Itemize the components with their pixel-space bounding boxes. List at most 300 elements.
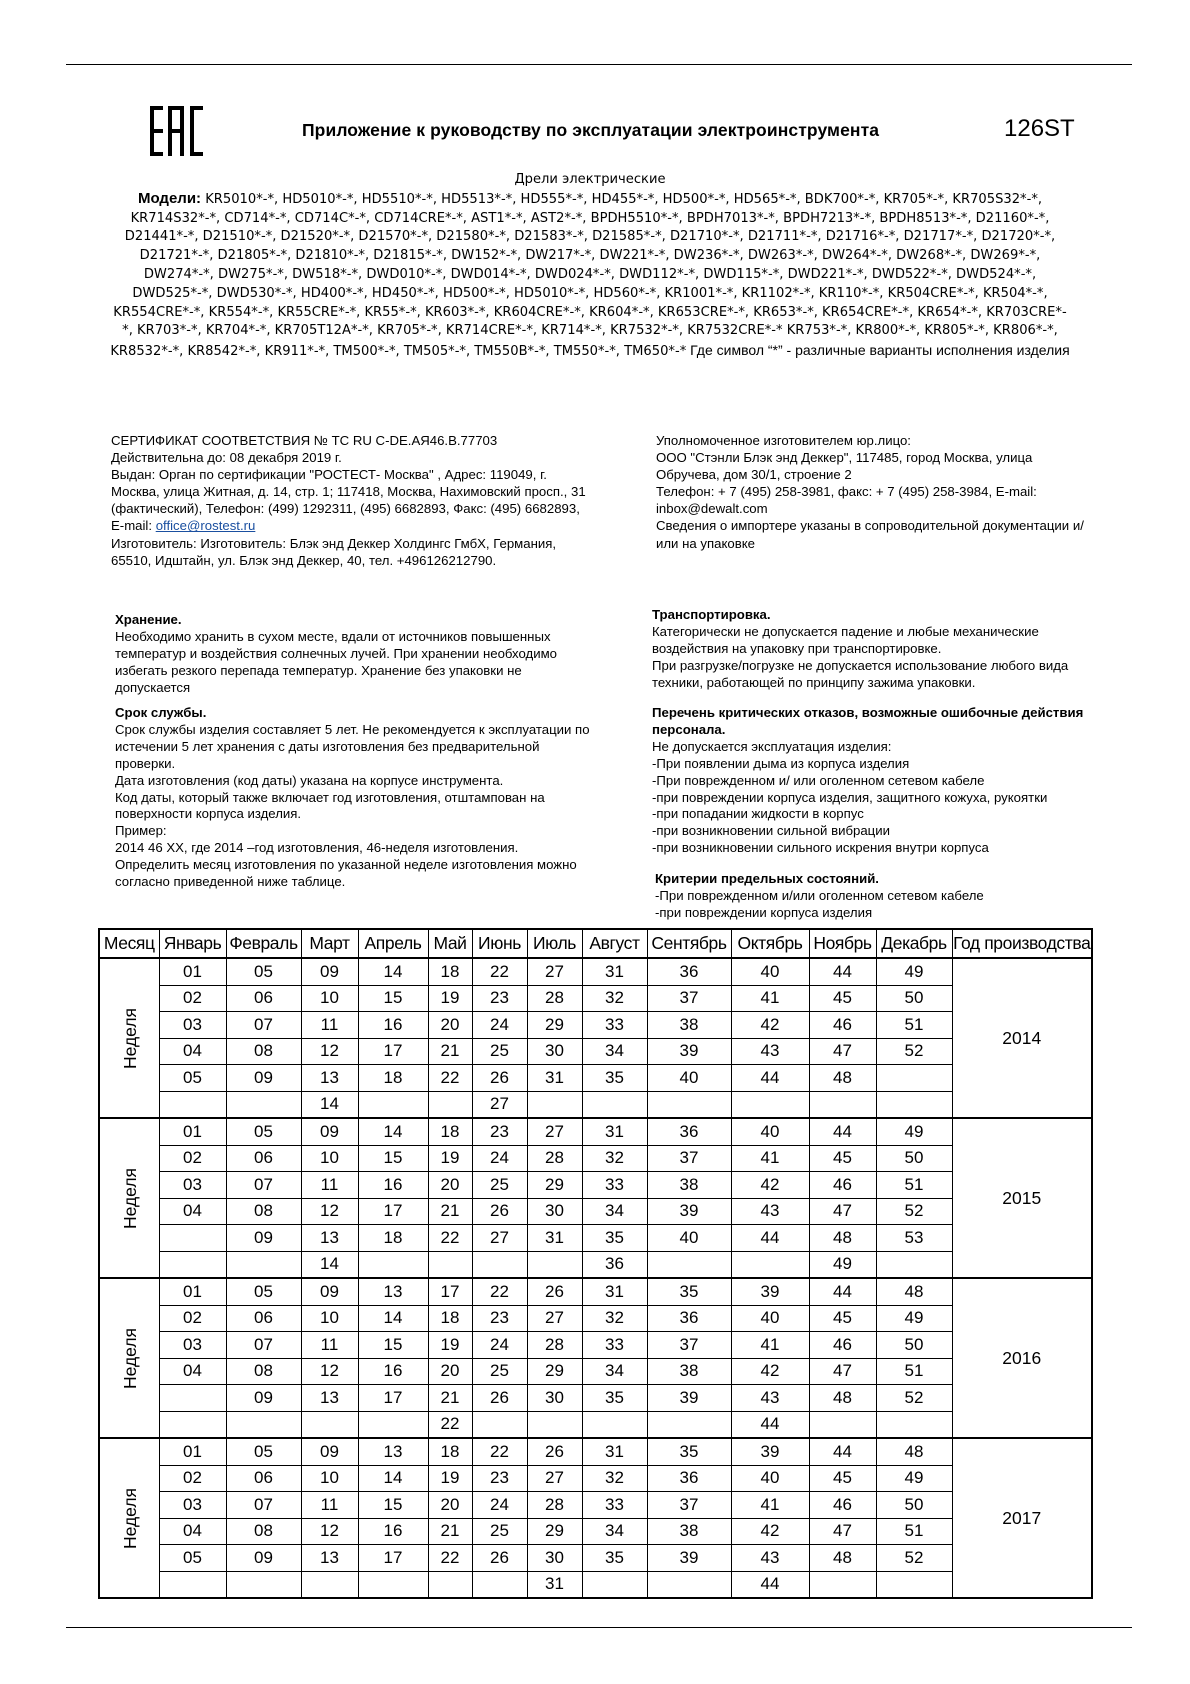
week-cell: 44: [731, 1411, 809, 1438]
week-cell: [226, 1091, 301, 1118]
failure-item: -При поврежденном и/ или оголенном сетевом кабеле: [652, 772, 985, 788]
week-cell: 11: [301, 1492, 358, 1519]
week-cell: 09: [226, 1545, 301, 1572]
certificate-number: СЕРТИФИКАТ СООТВЕТСТВИЯ № ТС RU C-DE.АЯ46.В.77703: [111, 433, 498, 448]
week-cell: 19: [428, 1332, 472, 1359]
week-cell: 42: [731, 1012, 809, 1039]
failure-item: -при повреждении корпуса изделия, защитного кожуха, рукоятки: [652, 789, 1048, 805]
week-cell: 44: [809, 1118, 876, 1145]
week-cell: 27: [472, 1091, 527, 1118]
week-cell: 51: [876, 1012, 952, 1039]
week-cell: 14: [358, 1465, 428, 1492]
table-row: [99, 1545, 1092, 1572]
week-cell: 08: [226, 1038, 301, 1065]
table-row: [99, 1518, 1092, 1545]
storage-text: Необходимо хранить в сухом месте, вдали от источников повышенных температур и воздействия солнечных лучей. При хранении необходимо избегать резкого перепада температур. Хранение без упаковки не допускается: [115, 628, 557, 695]
week-cell: 07: [226, 1012, 301, 1039]
week-label-cell: [99, 1438, 159, 1598]
week-cell: 18: [358, 1225, 428, 1252]
week-cell: 43: [731, 1545, 809, 1572]
week-cell: 52: [876, 1385, 952, 1412]
limit-item: -При поврежденном и/или оголенном сетевом кабеле: [655, 887, 984, 903]
week-cell: 33: [582, 1332, 647, 1359]
week-cell: [731, 1091, 809, 1118]
week-cell: 20: [428, 1172, 472, 1199]
week-cell: 12: [301, 1358, 358, 1385]
week-cell: 01: [159, 1278, 226, 1305]
week-cell: 09: [226, 1385, 301, 1412]
week-cell: [876, 1065, 952, 1092]
storage-section: [115, 612, 595, 697]
week-cell: 31: [527, 1065, 582, 1092]
critical-failures-section: [652, 705, 1102, 857]
week-cell: [428, 1571, 472, 1598]
week-label: Неделя: [120, 1007, 141, 1069]
week-label-cell: [99, 1118, 159, 1278]
week-cell: 23: [472, 1465, 527, 1492]
service-life-text: Срок службы изделия составляет 5 лет. Не рекомендуется к эксплуатации по истечении 5 лет хранения с даты изготовления без предварительной проверки.: [115, 721, 590, 771]
week-cell: 15: [358, 1332, 428, 1359]
week-cell: 06: [226, 1465, 301, 1492]
limits-title: Критерии предельных состояний.: [655, 871, 879, 886]
document-code: 126ST: [1004, 115, 1075, 142]
certificate-valid: Действительна до: 08 декабря 2019 г.: [111, 450, 342, 466]
week-cell: 37: [647, 985, 731, 1012]
authorized-agent-block: [656, 432, 1096, 552]
importer-note: Сведения о импортере указаны в сопроводительной документации и/или на упаковке: [656, 518, 1084, 551]
table-header-cell: Январь: [159, 929, 226, 958]
week-cell: 06: [226, 1145, 301, 1172]
certificate-manufacturer: Изготовитель: Изготовитель: Блэк энд Деккер Холдингс ГмбХ, Германия, 65510, Идштайн, ул. Блэк энд Деккер, 40, тел. +496126212790.: [111, 535, 557, 568]
week-cell: 24: [472, 1492, 527, 1519]
week-cell: [226, 1571, 301, 1598]
week-cell: 03: [159, 1492, 226, 1519]
week-cell: 15: [358, 1145, 428, 1172]
table-row: [99, 1411, 1092, 1438]
week-cell: 26: [472, 1065, 527, 1092]
week-cell: [876, 1411, 952, 1438]
transport-title: Транспортировка.: [652, 607, 771, 622]
week-cell: 31: [527, 1225, 582, 1252]
certificate-email-link[interactable]: office@rostest.ru: [155, 518, 256, 534]
table-header-cell: Февраль: [226, 929, 301, 958]
week-cell: 50: [876, 1492, 952, 1519]
week-cell: [159, 1385, 226, 1412]
week-cell: 10: [301, 1305, 358, 1332]
week-cell: 37: [647, 1332, 731, 1359]
week-cell: 06: [226, 1305, 301, 1332]
failure-item: -при возникновении сильной вибрации: [652, 823, 890, 839]
table-header-cell: Август: [582, 929, 647, 958]
week-cell: 36: [647, 1305, 731, 1332]
certificate-issuer: Выдан: Орган по сертификации "РОСТЕСТ- Москва" , Адрес: 119049, г. Москва, улица Житная, д. 14, стр. 1; 117418, Москва, Нахимовский просп., 31 (фактический), Телефон: (499) 1292311, (495) 6682893, Факс: (495) 6682893, E-mail: office@rostest.ru: [111, 467, 586, 534]
certificate-block: [111, 432, 591, 569]
example-text: 2014 46 XX, где 2014 –год изготовления, 46-неделя изготовления.: [115, 840, 519, 856]
date-code-description: Код даты, который также включает год изготовления, отштампован на поверхности корпуса изделия.: [115, 789, 545, 822]
table-header-cell: Апрель: [358, 929, 428, 958]
week-cell: 45: [809, 1305, 876, 1332]
week-cell: 27: [527, 958, 582, 985]
week-cell: 28: [527, 1332, 582, 1359]
week-cell: 22: [428, 1545, 472, 1572]
week-cell: 48: [809, 1225, 876, 1252]
week-cell: 36: [647, 1118, 731, 1145]
week-cell: 29: [527, 1518, 582, 1545]
week-cell: 02: [159, 1305, 226, 1332]
week-cell: 42: [731, 1172, 809, 1199]
week-cell: 50: [876, 1332, 952, 1359]
week-cell: 03: [159, 1012, 226, 1039]
week-label-cell: [99, 958, 159, 1118]
agent-heading: Уполномоченное изготовителем юр.лицо:: [656, 433, 911, 448]
week-cell: 18: [358, 1065, 428, 1092]
week-cell: 01: [159, 958, 226, 985]
week-cell: 04: [159, 1518, 226, 1545]
week-cell: 16: [358, 1518, 428, 1545]
table-row: [99, 1172, 1092, 1199]
week-cell: 52: [876, 1038, 952, 1065]
week-cell: 51: [876, 1172, 952, 1199]
failure-item: Не допускается эксплуатация изделия:: [652, 738, 892, 754]
week-cell: [876, 1571, 952, 1598]
week-cell: 51: [876, 1518, 952, 1545]
week-cell: [527, 1091, 582, 1118]
week-cell: 28: [527, 1145, 582, 1172]
table-row: [99, 1278, 1092, 1305]
week-cell: [358, 1251, 428, 1278]
week-cell: 48: [809, 1065, 876, 1092]
table-row: [99, 958, 1092, 985]
week-cell: 27: [472, 1225, 527, 1252]
week-cell: 32: [582, 1305, 647, 1332]
week-cell: 50: [876, 985, 952, 1012]
week-cell: 15: [358, 1492, 428, 1519]
week-cell: 29: [527, 1172, 582, 1199]
table-row: [99, 1251, 1092, 1278]
week-cell: [301, 1571, 358, 1598]
week-cell: 26: [472, 1545, 527, 1572]
week-cell: 31: [582, 1438, 647, 1465]
week-cell: 42: [731, 1518, 809, 1545]
week-cell: 12: [301, 1038, 358, 1065]
week-cell: 09: [301, 958, 358, 985]
week-cell: 20: [428, 1012, 472, 1039]
transport-section: [652, 607, 1102, 692]
table-row: [99, 1385, 1092, 1412]
week-cell: 30: [527, 1545, 582, 1572]
week-cell: [876, 1251, 952, 1278]
week-cell: 47: [809, 1038, 876, 1065]
week-cell: 33: [582, 1492, 647, 1519]
failure-item: -При появлении дыма из корпуса изделия: [652, 755, 910, 771]
week-cell: [358, 1091, 428, 1118]
table-row: [99, 1038, 1092, 1065]
week-cell: 16: [358, 1012, 428, 1039]
week-cell: 48: [809, 1545, 876, 1572]
week-cell: 35: [582, 1545, 647, 1572]
week-cell: 17: [358, 1385, 428, 1412]
week-cell: 34: [582, 1038, 647, 1065]
table-row: [99, 1571, 1092, 1598]
week-cell: 46: [809, 1332, 876, 1359]
week-cell: 05: [226, 1438, 301, 1465]
table-row: [99, 1332, 1092, 1359]
week-cell: 47: [809, 1358, 876, 1385]
week-cell: 24: [472, 1145, 527, 1172]
week-cell: 45: [809, 1145, 876, 1172]
table-reference: Определить месяц изготовления по указанной неделе изготовления можно согласно приведенной ниже таблице.: [115, 857, 577, 890]
week-month-table: [98, 928, 1093, 1599]
week-cell: 42: [731, 1358, 809, 1385]
week-cell: 25: [472, 1518, 527, 1545]
week-cell: 49: [876, 1118, 952, 1145]
week-cell: 31: [527, 1571, 582, 1598]
week-cell: 52: [876, 1198, 952, 1225]
week-cell: 10: [301, 1145, 358, 1172]
week-cell: 09: [226, 1225, 301, 1252]
table-header-cell: Июль: [527, 929, 582, 958]
week-cell: 08: [226, 1518, 301, 1545]
week-cell: 35: [582, 1385, 647, 1412]
week-cell: 40: [731, 1465, 809, 1492]
week-cell: 05: [226, 1118, 301, 1145]
table-header-cell: Месяц: [99, 929, 159, 958]
week-cell: 29: [527, 1358, 582, 1385]
week-cell: 02: [159, 1465, 226, 1492]
week-cell: 36: [647, 958, 731, 985]
week-cell: 04: [159, 1038, 226, 1065]
models-list: KR5010*-*, HD5010*-*, HD5510*-*, HD5513*-*, HD555*-*, HD455*-*, HD500*-*, HD565*-*, BDK700*-*, KR705*-*, KR705S32*-*, KR714S32*-*, CD714*-*, CD714C*-*, CD714CRE*-*, AST1*-*, AST2*-*, BPDH5510*-*, BPDH7013*-*, BPDH7213*-*, BPDH8513*-*, D21160*-*, D21441*-*, D21510*-*, D21520*-*, D21570*-*, D21580*-*, D21583*-*, D21585*-*, D21710*-*, D21711*-*, D21716*-*, D21717*-*, D21720*-*, D21721*-*, D21805*-*, D21810*-*, D21815*-*, DW152*-*, DW217*-*, DW221*-*, DW236*-*, DW263*-*, DW264*-*, DW268*-*, DW269*-*, DW274*-*, DW275*-*, DW518*-*, DWD010*-*, DWD014*-*, DWD024*-*, DWD112*-*, DWD115*-*, DWD221*-*, DWD522*-*, DWD524*-*, DWD525*-*, DWD530*-*, HD400*-*, HD450*-*, HD500*-*, HD5010*-*, HD560*-*, KR1001*-*, KR1102*-*, KR110*-*, KR504CRE*-*, KR504*-*, KR554CRE*-*, KR554*-*, KR55CRE*-*, KR55*-*, KR603*-*, KR604CRE*-*, KR604*-*, KR653CRE*-*, KR653*-*, KR654CRE*-*, KR654*-*, KR703CRE*-*, KR703*-*, KR704*-*, KR705T12A*-*, KR705*-*, KR714CRE*-*, KR714*-*, KR7532*-*, KR7532CRE*-* KR753*-*, KR800*-*, KR805*-*, KR806*-*, KR8532*-*, KR8542*-*, KR911*-*, TM500*-*, TM505*-*, TM550B*-*, TM550*-*, TM650*-*: [110, 191, 1067, 360]
week-cell: [159, 1225, 226, 1252]
week-cell: 22: [428, 1411, 472, 1438]
week-cell: 39: [647, 1545, 731, 1572]
week-cell: 51: [876, 1358, 952, 1385]
table-row: [99, 1065, 1092, 1092]
week-cell: 44: [731, 1571, 809, 1598]
week-cell: 05: [159, 1545, 226, 1572]
week-cell: 23: [472, 985, 527, 1012]
week-cell: 15: [358, 985, 428, 1012]
week-cell: 44: [809, 958, 876, 985]
week-cell: 07: [226, 1492, 301, 1519]
week-cell: 19: [428, 1145, 472, 1172]
week-cell: 39: [731, 1278, 809, 1305]
week-cell: 39: [647, 1038, 731, 1065]
week-cell: [809, 1091, 876, 1118]
week-cell: 43: [731, 1038, 809, 1065]
week-cell: 53: [876, 1225, 952, 1252]
week-cell: 07: [226, 1332, 301, 1359]
week-cell: 17: [358, 1545, 428, 1572]
models-label: Модели:: [137, 189, 202, 207]
week-cell: [358, 1571, 428, 1598]
week-cell: 27: [527, 1305, 582, 1332]
week-cell: 27: [527, 1465, 582, 1492]
week-cell: 49: [876, 958, 952, 985]
week-cell: 35: [647, 1438, 731, 1465]
week-label-cell: [99, 1278, 159, 1438]
week-cell: 09: [301, 1438, 358, 1465]
week-cell: 31: [582, 1278, 647, 1305]
week-cell: 08: [226, 1198, 301, 1225]
week-cell: 31: [582, 1118, 647, 1145]
week-cell: 44: [809, 1438, 876, 1465]
week-cell: [159, 1571, 226, 1598]
week-cell: 33: [582, 1172, 647, 1199]
week-cell: 22: [472, 1278, 527, 1305]
week-cell: 44: [731, 1225, 809, 1252]
table-row: [99, 1465, 1092, 1492]
transport-text-1: Категорически не допускается падение и любые механические воздействия на упаковку при транспортировке.: [652, 623, 1039, 656]
week-cell: 18: [428, 958, 472, 985]
week-cell: 52: [876, 1545, 952, 1572]
table-row: [99, 1305, 1092, 1332]
week-cell: 06: [226, 985, 301, 1012]
week-cell: 05: [226, 1278, 301, 1305]
table-row: [99, 1225, 1092, 1252]
week-cell: 30: [527, 1385, 582, 1412]
week-label: Неделя: [120, 1487, 141, 1549]
week-cell: 25: [472, 1358, 527, 1385]
week-cell: 40: [731, 1305, 809, 1332]
table-row: [99, 1012, 1092, 1039]
week-cell: 38: [647, 1518, 731, 1545]
week-cell: 13: [301, 1385, 358, 1412]
table-header-row: [99, 929, 1092, 958]
week-cell: 05: [226, 958, 301, 985]
week-cell: 46: [809, 1012, 876, 1039]
week-cell: 41: [731, 985, 809, 1012]
week-label: Неделя: [120, 1327, 141, 1389]
week-cell: 17: [428, 1278, 472, 1305]
week-cell: 47: [809, 1518, 876, 1545]
week-cell: 25: [472, 1172, 527, 1199]
week-cell: 12: [301, 1518, 358, 1545]
week-cell: 39: [647, 1385, 731, 1412]
week-cell: 48: [809, 1385, 876, 1412]
week-cell: 03: [159, 1172, 226, 1199]
week-cell: [647, 1411, 731, 1438]
week-cell: 26: [472, 1198, 527, 1225]
week-cell: [647, 1251, 731, 1278]
week-cell: 21: [428, 1385, 472, 1412]
week-cell: 33: [582, 1012, 647, 1039]
week-cell: 44: [731, 1065, 809, 1092]
date-code-location: Дата изготовления (код даты) указана на корпусе инструмента.: [115, 772, 504, 788]
agent-contacts: Телефон: + 7 (495) 258-3981, факс: + 7 (495) 258-3984, E-mail: inbox@dewalt.com: [656, 484, 1037, 517]
table-header-cell: Декабрь: [876, 929, 952, 958]
week-cell: 32: [582, 1145, 647, 1172]
week-cell: 12: [301, 1198, 358, 1225]
week-cell: 40: [647, 1225, 731, 1252]
week-cell: [226, 1411, 301, 1438]
limit-states-section: [655, 871, 1105, 922]
table-row: [99, 1198, 1092, 1225]
week-cell: 10: [301, 1465, 358, 1492]
agent-address: ООО "Стэнли Блэк энд Деккер", 117485, город Москва, улица Обручева, дом 30/1, строение 2: [656, 450, 1033, 483]
week-cell: 22: [472, 958, 527, 985]
week-cell: 30: [527, 1038, 582, 1065]
week-cell: 20: [428, 1358, 472, 1385]
eac-logo: [150, 106, 204, 161]
week-cell: [809, 1411, 876, 1438]
week-cell: 01: [159, 1438, 226, 1465]
week-cell: 11: [301, 1012, 358, 1039]
week-cell: 32: [582, 1465, 647, 1492]
table-row: [99, 1145, 1092, 1172]
week-cell: 47: [809, 1198, 876, 1225]
week-cell: 48: [876, 1278, 952, 1305]
week-cell: [428, 1091, 472, 1118]
week-cell: 13: [301, 1545, 358, 1572]
week-cell: 14: [358, 1305, 428, 1332]
table-row: [99, 1358, 1092, 1385]
week-cell: 24: [472, 1012, 527, 1039]
week-cell: 21: [428, 1038, 472, 1065]
production-year: 2015: [952, 1118, 1092, 1278]
week-cell: 16: [358, 1358, 428, 1385]
week-cell: 38: [647, 1172, 731, 1199]
week-cell: [527, 1411, 582, 1438]
week-cell: [582, 1091, 647, 1118]
week-cell: 19: [428, 985, 472, 1012]
week-cell: 14: [358, 958, 428, 985]
table-header-cell: Ноябрь: [809, 929, 876, 958]
week-cell: 09: [301, 1118, 358, 1145]
week-cell: [159, 1251, 226, 1278]
week-cell: 41: [731, 1492, 809, 1519]
week-cell: [159, 1411, 226, 1438]
week-cell: 40: [731, 958, 809, 985]
models-section: [110, 171, 1070, 362]
week-cell: 45: [809, 985, 876, 1012]
week-cell: 36: [582, 1251, 647, 1278]
week-cell: 48: [876, 1438, 952, 1465]
week-cell: 49: [876, 1305, 952, 1332]
week-label: Неделя: [120, 1167, 141, 1229]
limit-item: -при повреждении корпуса изделия: [655, 904, 873, 920]
week-cell: 37: [647, 1492, 731, 1519]
week-cell: 43: [731, 1385, 809, 1412]
week-cell: 14: [301, 1251, 358, 1278]
week-cell: [159, 1091, 226, 1118]
week-cell: 35: [582, 1225, 647, 1252]
week-cell: [472, 1571, 527, 1598]
week-cell: 30: [527, 1198, 582, 1225]
week-cell: 17: [358, 1038, 428, 1065]
production-year: 2016: [952, 1278, 1092, 1438]
week-cell: 34: [582, 1358, 647, 1385]
week-cell: 26: [527, 1278, 582, 1305]
week-cell: [226, 1251, 301, 1278]
week-cell: 09: [301, 1278, 358, 1305]
week-cell: 50: [876, 1145, 952, 1172]
table-header-cell: Октябрь: [731, 929, 809, 958]
week-cell: 16: [358, 1172, 428, 1199]
week-cell: [876, 1091, 952, 1118]
week-cell: [647, 1091, 731, 1118]
week-cell: 43: [731, 1198, 809, 1225]
week-cell: 13: [301, 1225, 358, 1252]
week-cell: 11: [301, 1172, 358, 1199]
week-cell: 39: [731, 1438, 809, 1465]
week-cell: 37: [647, 1145, 731, 1172]
week-cell: 36: [647, 1465, 731, 1492]
week-cell: 28: [527, 985, 582, 1012]
week-cell: 26: [527, 1438, 582, 1465]
week-cell: 38: [647, 1012, 731, 1039]
table-row: [99, 1091, 1092, 1118]
